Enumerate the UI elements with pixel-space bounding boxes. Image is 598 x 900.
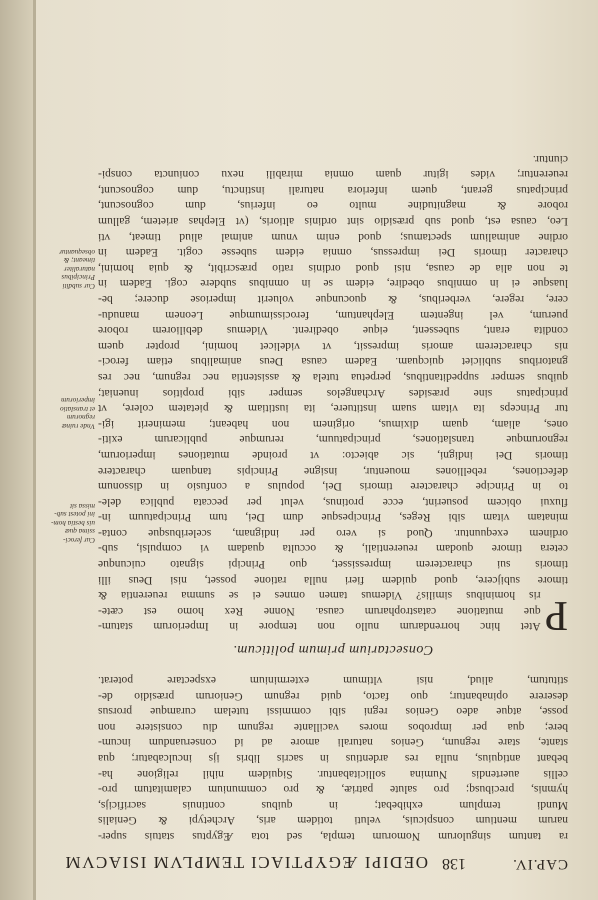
text-line: puerum, vel ingentem Elephantum, ferocissimumque Leonem manudu-	[98, 308, 568, 322]
text-line: cere, regere, verberibus, & quocunque voluerit imperiose ducere; be-	[98, 293, 568, 306]
text-line: ris hominibus similis? Videmus tamen omnes ei se summa reuerentia &	[98, 589, 541, 603]
running-head: OEDIPI ÆGYPTIACI TEMPLVM ISIACVM	[64, 853, 428, 872]
text-line: Atet hinc horrendarum nullo non tempore in Imperiorum statum-	[98, 620, 541, 634]
text-line: stitutum, aliud, nisi vltimum exterminium exspectare poterat.	[98, 674, 568, 688]
text-line: timore subijcere, quod quidem fieri nulla ratione posset, nisi Deus illi	[98, 573, 568, 587]
text-line: te non alia de causa, nisi quod ordinis ratio præscribit, & quia homini,	[98, 261, 568, 275]
text-line: condita erant, subessent, eique obedirent. Videmus debiliorem robore	[98, 324, 568, 338]
text-line: robore & magnitudine multo eo inferius, dum cognoscunt,	[98, 199, 568, 213]
text-line: posse, atque adeo Genios regni sibi commissi tutelam curamque prorsus	[98, 705, 568, 719]
text-line: defectiones, rebelliones mouentur, insigne Principis tanquam charactere	[98, 464, 568, 478]
text-line: hymnis, precibusq; pro salute patriæ, & pro communium calamitatum pro-	[98, 783, 568, 797]
text-block	[98, 151, 568, 844]
text-line: minatam vitam sibi Reges, Principesque dum Dei, tum Principatuum in-	[98, 511, 568, 525]
text-line: cellis auertendis Numina sollicitabantur. Siquidem nihil religione ha-	[98, 767, 568, 781]
text-line: quibus semper suppeditantibus, perpetua tutela & assistentia nec regnum, nec res	[98, 370, 568, 384]
text-line: tur Princeps ita vitam suam instituere, ita iustitiam & pietatem colere, vt	[98, 402, 568, 416]
text-line: reuerentur; vides igitur quam omnia mirabili nexu coniuncta conspi-	[98, 168, 568, 182]
text-line: ones, aliam, quam diximus, originem non habeant; meminerit igi-	[98, 417, 568, 431]
text-line: timoris sui characterem impressisset, quo Principi signato cuicunque	[98, 558, 568, 572]
text-line: narum mentium conspicuis, veluti totidem aris, Archetypi & Genialis	[98, 814, 568, 828]
margin-note: Cur feroci- ssima quæ uis bestia hom- ini potest sub- missa sit	[51, 501, 95, 544]
text-line: nis characterem amoris impressit, vt videlicet homini, propter quem	[98, 339, 568, 353]
text-line: luasque ei in omnibus obedire, eidem se in omnibus subdere cogi. Eadem in	[98, 277, 568, 291]
text-line: principatus gerant, quem inferiora naturali instinctu, dum cognoscunt,	[98, 183, 568, 197]
text-line: to in Principe charactere timoris Dei, populus a confusio in dissonum	[98, 480, 568, 494]
text-line: deserere opinabantur; quo facto, quid regnum Geniorum præsidio de-	[98, 689, 568, 703]
margin-note: Vnde ruinæ regnorum et translatio imperiorum	[60, 396, 95, 430]
margin-note: Cur subditi Principibus naturaliter timeant; & obsequantur	[59, 247, 95, 290]
text-line: bere; qua per improbos mores vacillante regnum diu consistere non	[98, 720, 568, 734]
text-line: ciuntur.	[532, 152, 568, 166]
text-line: ordine animalium spectamus; quod enim vnum animal aliud timeat, vti	[98, 230, 568, 244]
text-line: gnatoribus subiiciet quicquam. Eadem causa Deus animalibus etiam feroci-	[98, 355, 568, 369]
text-line: Mundi templum exhibebat; in quibus continuis sacrificijs,	[98, 798, 568, 812]
text-line: Leo, causa est, quod sub præsidio sint ordinis altioris, (vt Elephas arietem, gallum	[98, 215, 568, 229]
text-line: cetera timore quodam reuerentiali, & occulta quadam vi compulsi, sub-	[98, 542, 568, 556]
text-line: ordinem exequuntur. Quod si vero per indignam, sceleribusque conta-	[98, 526, 568, 540]
text-line: bebant antiquius, nulla res ardentius in sacris libris ijs inculcabatur; qua	[98, 752, 568, 766]
text-line: stante, stare regnum, Genios naturali amore ad id conseruandum incum-	[98, 736, 568, 750]
text-line: que mutatione catastropharum causa. Nonne Rex homo est cæte-	[98, 604, 541, 618]
text-line: principatus sine præsides Archangelos semper sibi propitios inueniat;	[98, 386, 568, 400]
drop-cap: P	[544, 592, 568, 639]
paragraph-a	[98, 672, 568, 844]
paragraph-b	[98, 151, 568, 639]
chapter-label: CAP.IV.	[512, 856, 568, 872]
text-line: character timoris Dei impressus, omnia eidem subesse cogit. Eadem in	[98, 246, 568, 260]
section-heading: Consectarium primum politicum.	[232, 642, 434, 658]
text-line: timoris Dei indigni, sic abiecto: vt proinde mutationes imperiorum,	[98, 448, 568, 462]
page-number: 138	[442, 855, 466, 872]
text-line: fluxui obicem posuerint, ecce protinus, velut per peccata publica dele-	[98, 495, 568, 509]
page-header	[58, 846, 568, 872]
text-line: ra tantum singulorum Nomorum templa, sed tota Ægyptus statuis super-	[98, 830, 568, 843]
text-line: regnorumque translationes, principatuum, rerumque publicarum exiti-	[98, 433, 568, 447]
